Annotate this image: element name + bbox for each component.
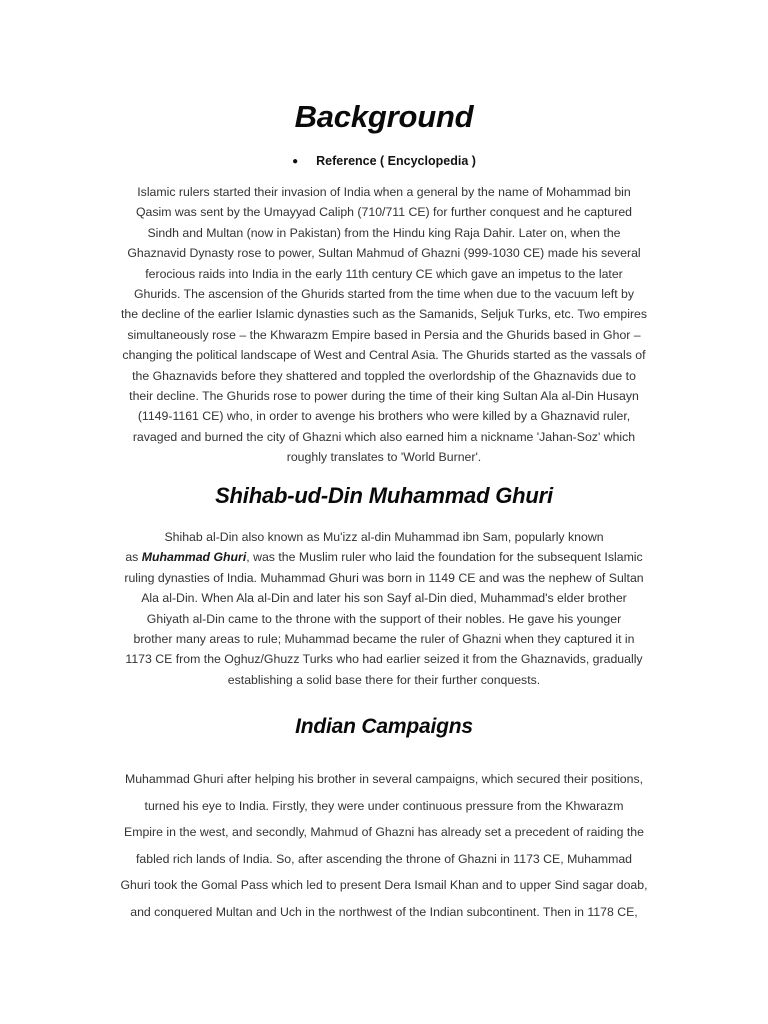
text-line: simultaneously rose – the Khwarazm Empire based in Persia and the Ghurids based in Ghor – (127, 327, 641, 342)
background-paragraph (70, 182, 698, 468)
text-line: changing the political landscape of West and Central Asia. The Ghurids started as the vassals of (122, 348, 646, 363)
text-fragment: , was the Muslim ruler who laid the foundation for the subsequent Islamic (246, 550, 643, 565)
text-line: establishing a solid base there for their further conquests. (227, 672, 541, 687)
emphasized-name: Muhammad Ghuri (141, 550, 247, 565)
reference-list-item (0, 151, 768, 173)
text-line: roughly translates to 'World Burner'. (286, 450, 482, 465)
heading-shihab-ud-din: Shihab-ud-Din Muhammad Ghuri (215, 483, 553, 508)
heading-indian-campaigns: Indian Campaigns (295, 715, 473, 738)
text-line: Ala al-Din. When Ala al-Din and later his son Sayf al-Din died, Muhammad's elder brother (141, 591, 627, 606)
text-line: Ghaznavid Dynasty rose to power, Sultan Mahmud of Ghazni (999-1030 CE) made his several (127, 246, 641, 261)
text-line: Qasim was sent by the Umayyad Caliph (710/711 CE) for further conquest and he captured (135, 205, 632, 220)
text-line: 1173 CE from the Oghuz/Ghuzz Turks who had earlier seized it from the Ghaznavids, gradually (125, 652, 643, 667)
campaigns-paragraph (70, 766, 698, 926)
text-line: the decline of the earlier Islamic dynasties such as the Samanids, Seljuk Turks, etc. Two empires (120, 307, 648, 322)
text-line: (1149-1161 CE) who, in order to avenge his brothers who were killed by a Ghaznavid ruler, (137, 409, 631, 424)
bullet-icon: ● (292, 156, 299, 167)
text-line: the Ghaznavids before they shattered and toppled the overlordship of the Ghaznavids due to (132, 368, 636, 383)
text-line: Sindh and Multan (now in Pakistan) from the Hindu king Raja Dahir. Later on, when the (147, 225, 621, 240)
text-line: Ghiyath al-Din came to the throne with the support of their nobles. He gave his younger (146, 611, 622, 626)
text-line: ravaged and burned the city of Ghazni which also earned him a nickname 'Jahan-Soz' which (132, 429, 636, 444)
text-line: and conquered Multan and Uch in the northwest of the Indian subcontinent. Then in 1178 CE, (130, 904, 638, 919)
text-line: Shihab al-Din also known as Mu'izz al-din Muhammad ibn Sam, popularly known (164, 530, 604, 544)
text-line: Ghuri took the Gomal Pass which led to present Dera Ismail Khan and to upper Sind sagar doab, (120, 878, 648, 893)
text-line (70, 547, 698, 567)
text-line: their decline. The Ghurids rose to power during the time of their king Sultan Ala al-Din Husayn (129, 389, 639, 404)
text-line: Islamic rulers started their invasion of India when a general by the name of Mohammad bin (137, 185, 631, 199)
shihab-paragraph (70, 527, 698, 690)
text-line: Muhammad Ghuri after helping his brother in several campaigns, which secured their positions, (124, 772, 644, 786)
text-fragment: as (125, 550, 142, 565)
text-line: turned his eye to India. Firstly, they were under continuous pressure from the Khwarazm (144, 798, 624, 813)
text-line: ferocious raids into India in the early 11th century CE which gave an impetus to the later (145, 266, 623, 281)
text-line: brother many areas to rule; Muhammad became the ruler of Ghazni when they captured it in (133, 632, 635, 647)
reference-text: Reference ( Encyclopedia ) (316, 154, 476, 168)
text-line: fabled rich lands of India. So, after ascending the throne of Ghazni in 1173 CE, Muhammad (135, 851, 633, 866)
heading-background: Background (294, 99, 474, 134)
text-line: Ghurids. The ascension of the Ghurids started from the time when due to the vacuum left by (133, 287, 635, 302)
text-line: Empire in the west, and secondly, Mahmud of Ghazni has already set a precedent of raiding the (124, 825, 644, 840)
text-line: ruling dynasties of India. Muhammad Ghuri was born in 1149 CE and was the nephew of Sultan (124, 570, 644, 585)
